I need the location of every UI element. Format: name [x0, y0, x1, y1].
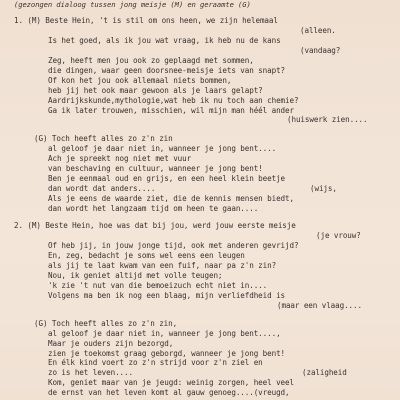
text-line: (G) Toch heeft alles zo z'n zin [34, 134, 173, 143]
text-line: (je vrouw? [316, 231, 361, 240]
text-line: zo is het leven.... [48, 368, 133, 377]
text-line: En élk kind voert zo z'n strijd voor z'n ziel en [48, 358, 263, 367]
text-line: (G) Toch heeft alles zo z'n zin, [34, 319, 178, 328]
text-line: 2. (M) Beste Hein, hoe was dat bij jou, werd jouw eerste meisje [14, 221, 296, 230]
text-line: Is het goed, als ik jou wat vraag, ik heb nu de kans [48, 36, 281, 45]
text-line: (huiswerk zien.... [287, 115, 368, 124]
text-line: Aardrijkskunde,mythologie,wat heb ik nu toch aan chemie? [48, 96, 299, 105]
text-line: En, zeg, bedacht je soms wel eens een leugen [48, 251, 245, 260]
text-line: al geloof je daar niet in, wanneer je jong bent.... [48, 144, 277, 153]
text-line: Ga ik later trouwen, misschien, wil mijn man héél ander [48, 106, 294, 115]
text-line: van beschaving en cultuur, wanneer je jong bent! [48, 164, 263, 173]
text-line: Of heb jij, in jouw jonge tijd, ook met anderen gevrijd? [48, 241, 299, 250]
text-line: Als je eens de waarde ziet, die de kennis mensen biedt, [48, 194, 294, 203]
text-line: Nou, ik geniet altijd met volle teugen; [48, 271, 223, 280]
text-line: dan wordt dat anders.... [48, 184, 156, 193]
text-line: zien je toekomst graag geborgd, wanneer je jong bent! [48, 349, 286, 358]
text-line: Volgens ma ben ik nog een blaag, mijn verliefdheid is [48, 291, 286, 300]
text-line: Zeg, heeft men jou ook zo geplaagd met sommen, [48, 56, 254, 65]
text-line: al geloof je daar niet in, wanneer je jong bent...., [48, 329, 281, 338]
text-line: Ben je eenmaal oud en grijs, en een heel klein beetje [48, 174, 286, 183]
text-line: als jij te laat kwam van een fuif, naar pa z'n zin? [48, 261, 277, 270]
text-line: die dingen, waar geen doorsnee-meisje iets van snapt? [48, 66, 286, 75]
text-line: de ernst van het leven komt al gauw genoeg....(vreugd, [48, 388, 290, 397]
text-line: Maar je ouders zijn bezorgd, [48, 339, 174, 348]
text-line: (maar een vlaag.... [277, 301, 362, 310]
text-line: dan wordt het langzaam tijd om heen te gaan.... [48, 204, 259, 213]
text-line: Kom, geniet maar van je jeugd: weinig zorgen, heel veel [48, 378, 294, 387]
text-line: (zaligheid [302, 368, 347, 377]
text-line: 'k zie 't nut van die bemoeizuch echt niet in.... [48, 281, 268, 290]
song-subtitle: (gezongen dialoog tussen jong meisje (M) en geraamte (G) [14, 0, 251, 9]
text-line: (wijs, [310, 184, 337, 193]
text-line: 1. (M) Beste Hein, 't is stil om ons heen, we zijn helemaal [14, 16, 278, 25]
text-line: (alleen. [300, 26, 336, 35]
text-line: Of kon het jou ook allemaal niets bommen, [48, 76, 232, 85]
text-line: heb jij het ook maar gewoon als je laars gelapt? [48, 86, 263, 95]
text-line: (vandaag? [300, 46, 341, 55]
text-line: Ach je spreekt nog niet met vuur [48, 154, 192, 163]
